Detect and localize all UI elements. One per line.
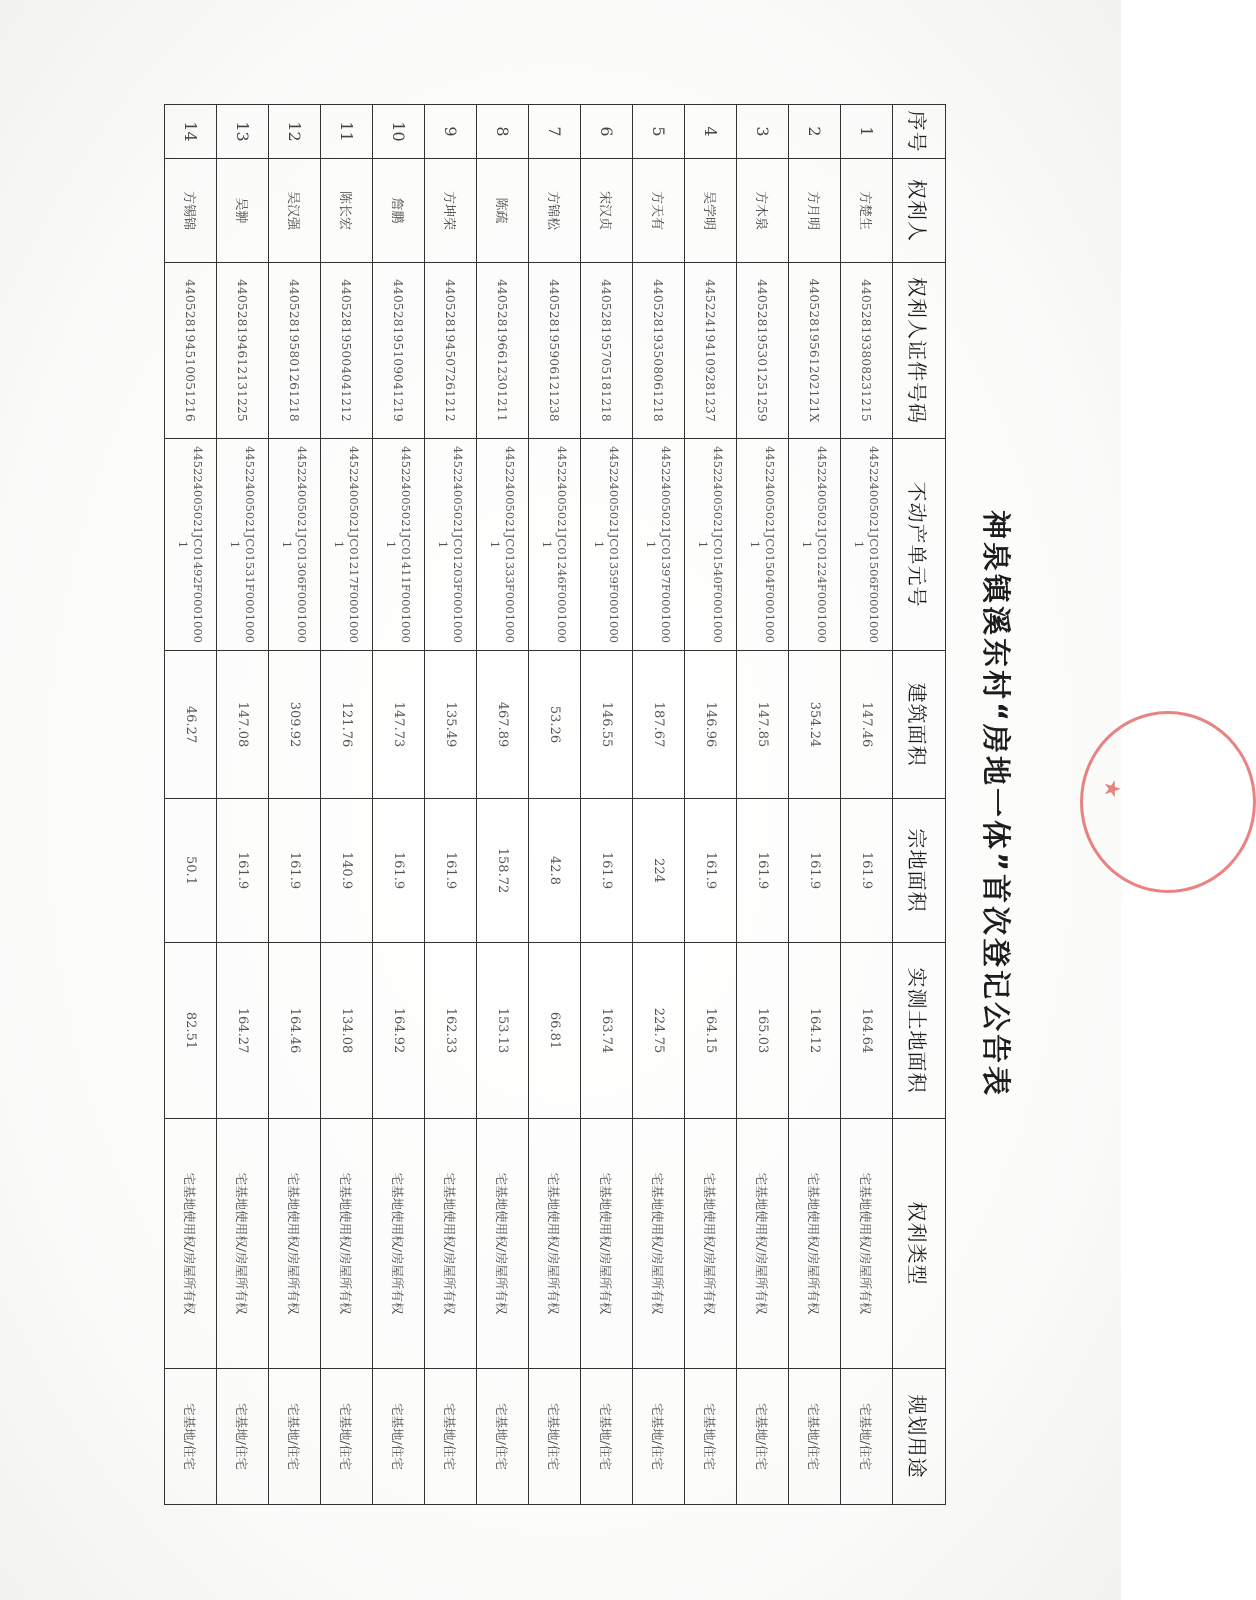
cell-seq: 8 [477, 105, 529, 159]
cell-owner: 方木泉 [737, 159, 789, 263]
cell-seq: 7 [529, 105, 581, 159]
cell-surveyed-land-area: 134.08 [321, 943, 373, 1119]
cell-id-number: 440528195906121238 [529, 263, 581, 439]
cell-seq: 1 [841, 105, 893, 159]
cell-unit-number: 445224005021JC01224F00010001 [789, 439, 841, 651]
cell-unit-number: 445224005021JC01217F00010001 [321, 439, 373, 651]
cell-id-number: 445224194109281237 [685, 263, 737, 439]
cell-id-number: 440528195301251259 [737, 263, 789, 439]
cell-planned-use: 宅基地/住宅 [477, 1369, 529, 1505]
cell-unit-number: 445224005021JC01492F00010001 [165, 439, 217, 651]
cell-building-area: 147.46 [841, 651, 893, 799]
cell-surveyed-land-area: 163.74 [581, 943, 633, 1119]
cell-parcel-area: 50.1 [165, 799, 217, 943]
cell-planned-use: 宅基地/住宅 [737, 1369, 789, 1505]
cell-building-area: 354.24 [789, 651, 841, 799]
cell-seq: 10 [373, 105, 425, 159]
cell-planned-use: 宅基地/住宅 [581, 1369, 633, 1505]
cell-parcel-area: 161.9 [841, 799, 893, 943]
cell-right-type: 宅基地使用权/房屋所有权 [269, 1119, 321, 1369]
cell-unit-number: 445224005021JC01411F00010001 [373, 439, 425, 651]
cell-seq: 6 [581, 105, 633, 159]
cell-planned-use: 宅基地/住宅 [373, 1369, 425, 1505]
cell-parcel-area: 140.9 [321, 799, 373, 943]
cell-surveyed-land-area: 164.92 [373, 943, 425, 1119]
table-row [841, 105, 893, 1505]
cell-id-number: 440528195705181218 [581, 263, 633, 439]
cell-right-type: 宅基地使用权/房屋所有权 [373, 1119, 425, 1369]
cell-right-type: 宅基地使用权/房屋所有权 [165, 1119, 217, 1369]
cell-planned-use: 宅基地/住宅 [685, 1369, 737, 1505]
header-surveyed-land-area: 实测土地面积 [893, 943, 946, 1119]
table-row [321, 105, 373, 1505]
cell-seq: 12 [269, 105, 321, 159]
cell-planned-use: 宅基地/住宅 [789, 1369, 841, 1505]
cell-surveyed-land-area: 164.64 [841, 943, 893, 1119]
cell-right-type: 宅基地使用权/房屋所有权 [217, 1119, 269, 1369]
cell-id-number: 44052819561202121X [789, 263, 841, 439]
cell-parcel-area: 224 [633, 799, 685, 943]
table-header-row [893, 105, 946, 1505]
cell-planned-use: 宅基地/住宅 [269, 1369, 321, 1505]
cell-right-type: 宅基地使用权/房屋所有权 [633, 1119, 685, 1369]
cell-owner: 方楚生 [841, 159, 893, 263]
cell-id-number: 440528195109041219 [373, 263, 425, 439]
header-owner: 权利人 [893, 159, 946, 263]
cell-unit-number: 445224005021JC01333F00010001 [477, 439, 529, 651]
cell-planned-use: 宅基地/住宅 [529, 1369, 581, 1505]
cell-right-type: 宅基地使用权/房屋所有权 [737, 1119, 789, 1369]
cell-id-number: 440528194612131225 [217, 263, 269, 439]
document-title: 神泉镇溪东村“房地一体”首次登记公告表 [979, 509, 1013, 1099]
cell-surveyed-land-area: 153.13 [477, 943, 529, 1119]
cell-planned-use: 宅基地/住宅 [633, 1369, 685, 1505]
cell-right-type: 宅基地使用权/房屋所有权 [529, 1119, 581, 1369]
table-row [477, 105, 529, 1505]
header-unit-number: 不动产单元号 [893, 439, 946, 651]
cell-unit-number: 445224005021JC01397F00010001 [633, 439, 685, 651]
cell-surveyed-land-area: 162.33 [425, 943, 477, 1119]
cell-id-number: 440528195801261218 [269, 263, 321, 439]
header-seq: 序号 [893, 105, 946, 159]
cell-unit-number: 445224005021JC01540F00010001 [685, 439, 737, 651]
cell-right-type: 宅基地使用权/房屋所有权 [581, 1119, 633, 1369]
cell-right-type: 宅基地使用权/房屋所有权 [477, 1119, 529, 1369]
cell-building-area: 147.85 [737, 651, 789, 799]
cell-parcel-area: 161.9 [737, 799, 789, 943]
cell-building-area: 135.49 [425, 651, 477, 799]
cell-planned-use: 宅基地/住宅 [841, 1369, 893, 1505]
cell-surveyed-land-area: 164.46 [269, 943, 321, 1119]
cell-right-type: 宅基地使用权/房屋所有权 [321, 1119, 373, 1369]
cell-unit-number: 445224005021JC01504F00010001 [737, 439, 789, 651]
cell-owner: 方坤荣 [425, 159, 477, 263]
cell-seq: 4 [685, 105, 737, 159]
cell-unit-number: 445224005021JC01359F00010001 [581, 439, 633, 651]
table-row [373, 105, 425, 1505]
table-row [529, 105, 581, 1505]
cell-planned-use: 宅基地/住宅 [321, 1369, 373, 1505]
cell-unit-number: 445224005021JC01531F00010001 [217, 439, 269, 651]
cell-building-area: 467.89 [477, 651, 529, 799]
table-row [425, 105, 477, 1505]
cell-parcel-area: 161.9 [269, 799, 321, 943]
cell-surveyed-land-area: 164.15 [685, 943, 737, 1119]
cell-seq: 14 [165, 105, 217, 159]
cell-planned-use: 宅基地/住宅 [217, 1369, 269, 1505]
cell-owner: 詹鹏 [373, 159, 425, 263]
header-planned-use: 规划用途 [893, 1369, 946, 1505]
cell-building-area: 146.55 [581, 651, 633, 799]
cell-surveyed-land-area: 165.03 [737, 943, 789, 1119]
cell-owner: 吴汉强 [269, 159, 321, 263]
cell-id-number: 440528195004041212 [321, 263, 373, 439]
cell-unit-number: 445224005021JC01203F00010001 [425, 439, 477, 651]
cell-owner: 宋汉贞 [581, 159, 633, 263]
cell-right-type: 宅基地使用权/房屋所有权 [685, 1119, 737, 1369]
table-row [581, 105, 633, 1505]
cell-id-number: 440528194507261212 [425, 263, 477, 439]
cell-building-area: 53.26 [529, 651, 581, 799]
cell-right-type: 宅基地使用权/房屋所有权 [841, 1119, 893, 1369]
cell-parcel-area: 161.9 [789, 799, 841, 943]
cell-parcel-area: 161.9 [373, 799, 425, 943]
table-row [165, 105, 217, 1505]
cell-id-number: 440528194510051216 [165, 263, 217, 439]
cell-surveyed-land-area: 164.12 [789, 943, 841, 1119]
cell-parcel-area: 158.72 [477, 799, 529, 943]
cell-surveyed-land-area: 224.75 [633, 943, 685, 1119]
header-building-area: 建筑面积 [893, 651, 946, 799]
cell-owner: 方月明 [789, 159, 841, 263]
cell-owner: 吴翀 [217, 159, 269, 263]
cell-unit-number: 445224005021JC01306F00010001 [269, 439, 321, 651]
cell-surveyed-land-area: 82.51 [165, 943, 217, 1119]
table-row [737, 105, 789, 1505]
cell-parcel-area: 161.9 [217, 799, 269, 943]
cell-parcel-area: 42.8 [529, 799, 581, 943]
cell-owner: 方锡锦 [165, 159, 217, 263]
cell-right-type: 宅基地使用权/房屋所有权 [789, 1119, 841, 1369]
cell-planned-use: 宅基地/住宅 [425, 1369, 477, 1505]
table-body [165, 105, 893, 1505]
table-row [789, 105, 841, 1505]
cell-owner: 吴学明 [685, 159, 737, 263]
cell-building-area: 187.67 [633, 651, 685, 799]
cell-building-area: 46.27 [165, 651, 217, 799]
cell-seq: 13 [217, 105, 269, 159]
official-seal [1062, 705, 1132, 895]
cell-unit-number: 445224005021JC01246F00010001 [529, 439, 581, 651]
cell-surveyed-land-area: 164.27 [217, 943, 269, 1119]
cell-surveyed-land-area: 66.81 [529, 943, 581, 1119]
cell-owner: 陈长宏 [321, 159, 373, 263]
cell-building-area: 147.08 [217, 651, 269, 799]
cell-seq: 11 [321, 105, 373, 159]
seal-star-icon: ★ [1099, 779, 1124, 799]
cell-building-area: 146.96 [685, 651, 737, 799]
cell-owner: 方天有 [633, 159, 685, 263]
registration-table [164, 104, 946, 1505]
cell-id-number: 440528196612301211 [477, 263, 529, 439]
header-id-number: 权利人证件号码 [893, 263, 946, 439]
table-row [269, 105, 321, 1505]
cell-id-number: 440528193508061218 [633, 263, 685, 439]
cell-seq: 2 [789, 105, 841, 159]
cell-parcel-area: 161.9 [685, 799, 737, 943]
table-row [685, 105, 737, 1505]
cell-unit-number: 445224005021JC01506F00010001 [841, 439, 893, 651]
table-row [633, 105, 685, 1505]
cell-building-area: 309.92 [269, 651, 321, 799]
header-parcel-area: 宗地面积 [893, 799, 946, 943]
cell-parcel-area: 161.9 [581, 799, 633, 943]
table-row [217, 105, 269, 1505]
rotated-sheet [176, 104, 1026, 1504]
cell-seq: 5 [633, 105, 685, 159]
cell-owner: 方锦松 [529, 159, 581, 263]
cell-building-area: 147.73 [373, 651, 425, 799]
cell-planned-use: 宅基地/住宅 [165, 1369, 217, 1505]
cell-id-number: 440528193808231215 [841, 263, 893, 439]
cell-parcel-area: 161.9 [425, 799, 477, 943]
cell-right-type: 宅基地使用权/房屋所有权 [425, 1119, 477, 1369]
cell-owner: 陈疏 [477, 159, 529, 263]
cell-seq: 9 [425, 105, 477, 159]
cell-seq: 3 [737, 105, 789, 159]
cell-building-area: 121.76 [321, 651, 373, 799]
header-right-type: 权利类型 [893, 1119, 946, 1369]
